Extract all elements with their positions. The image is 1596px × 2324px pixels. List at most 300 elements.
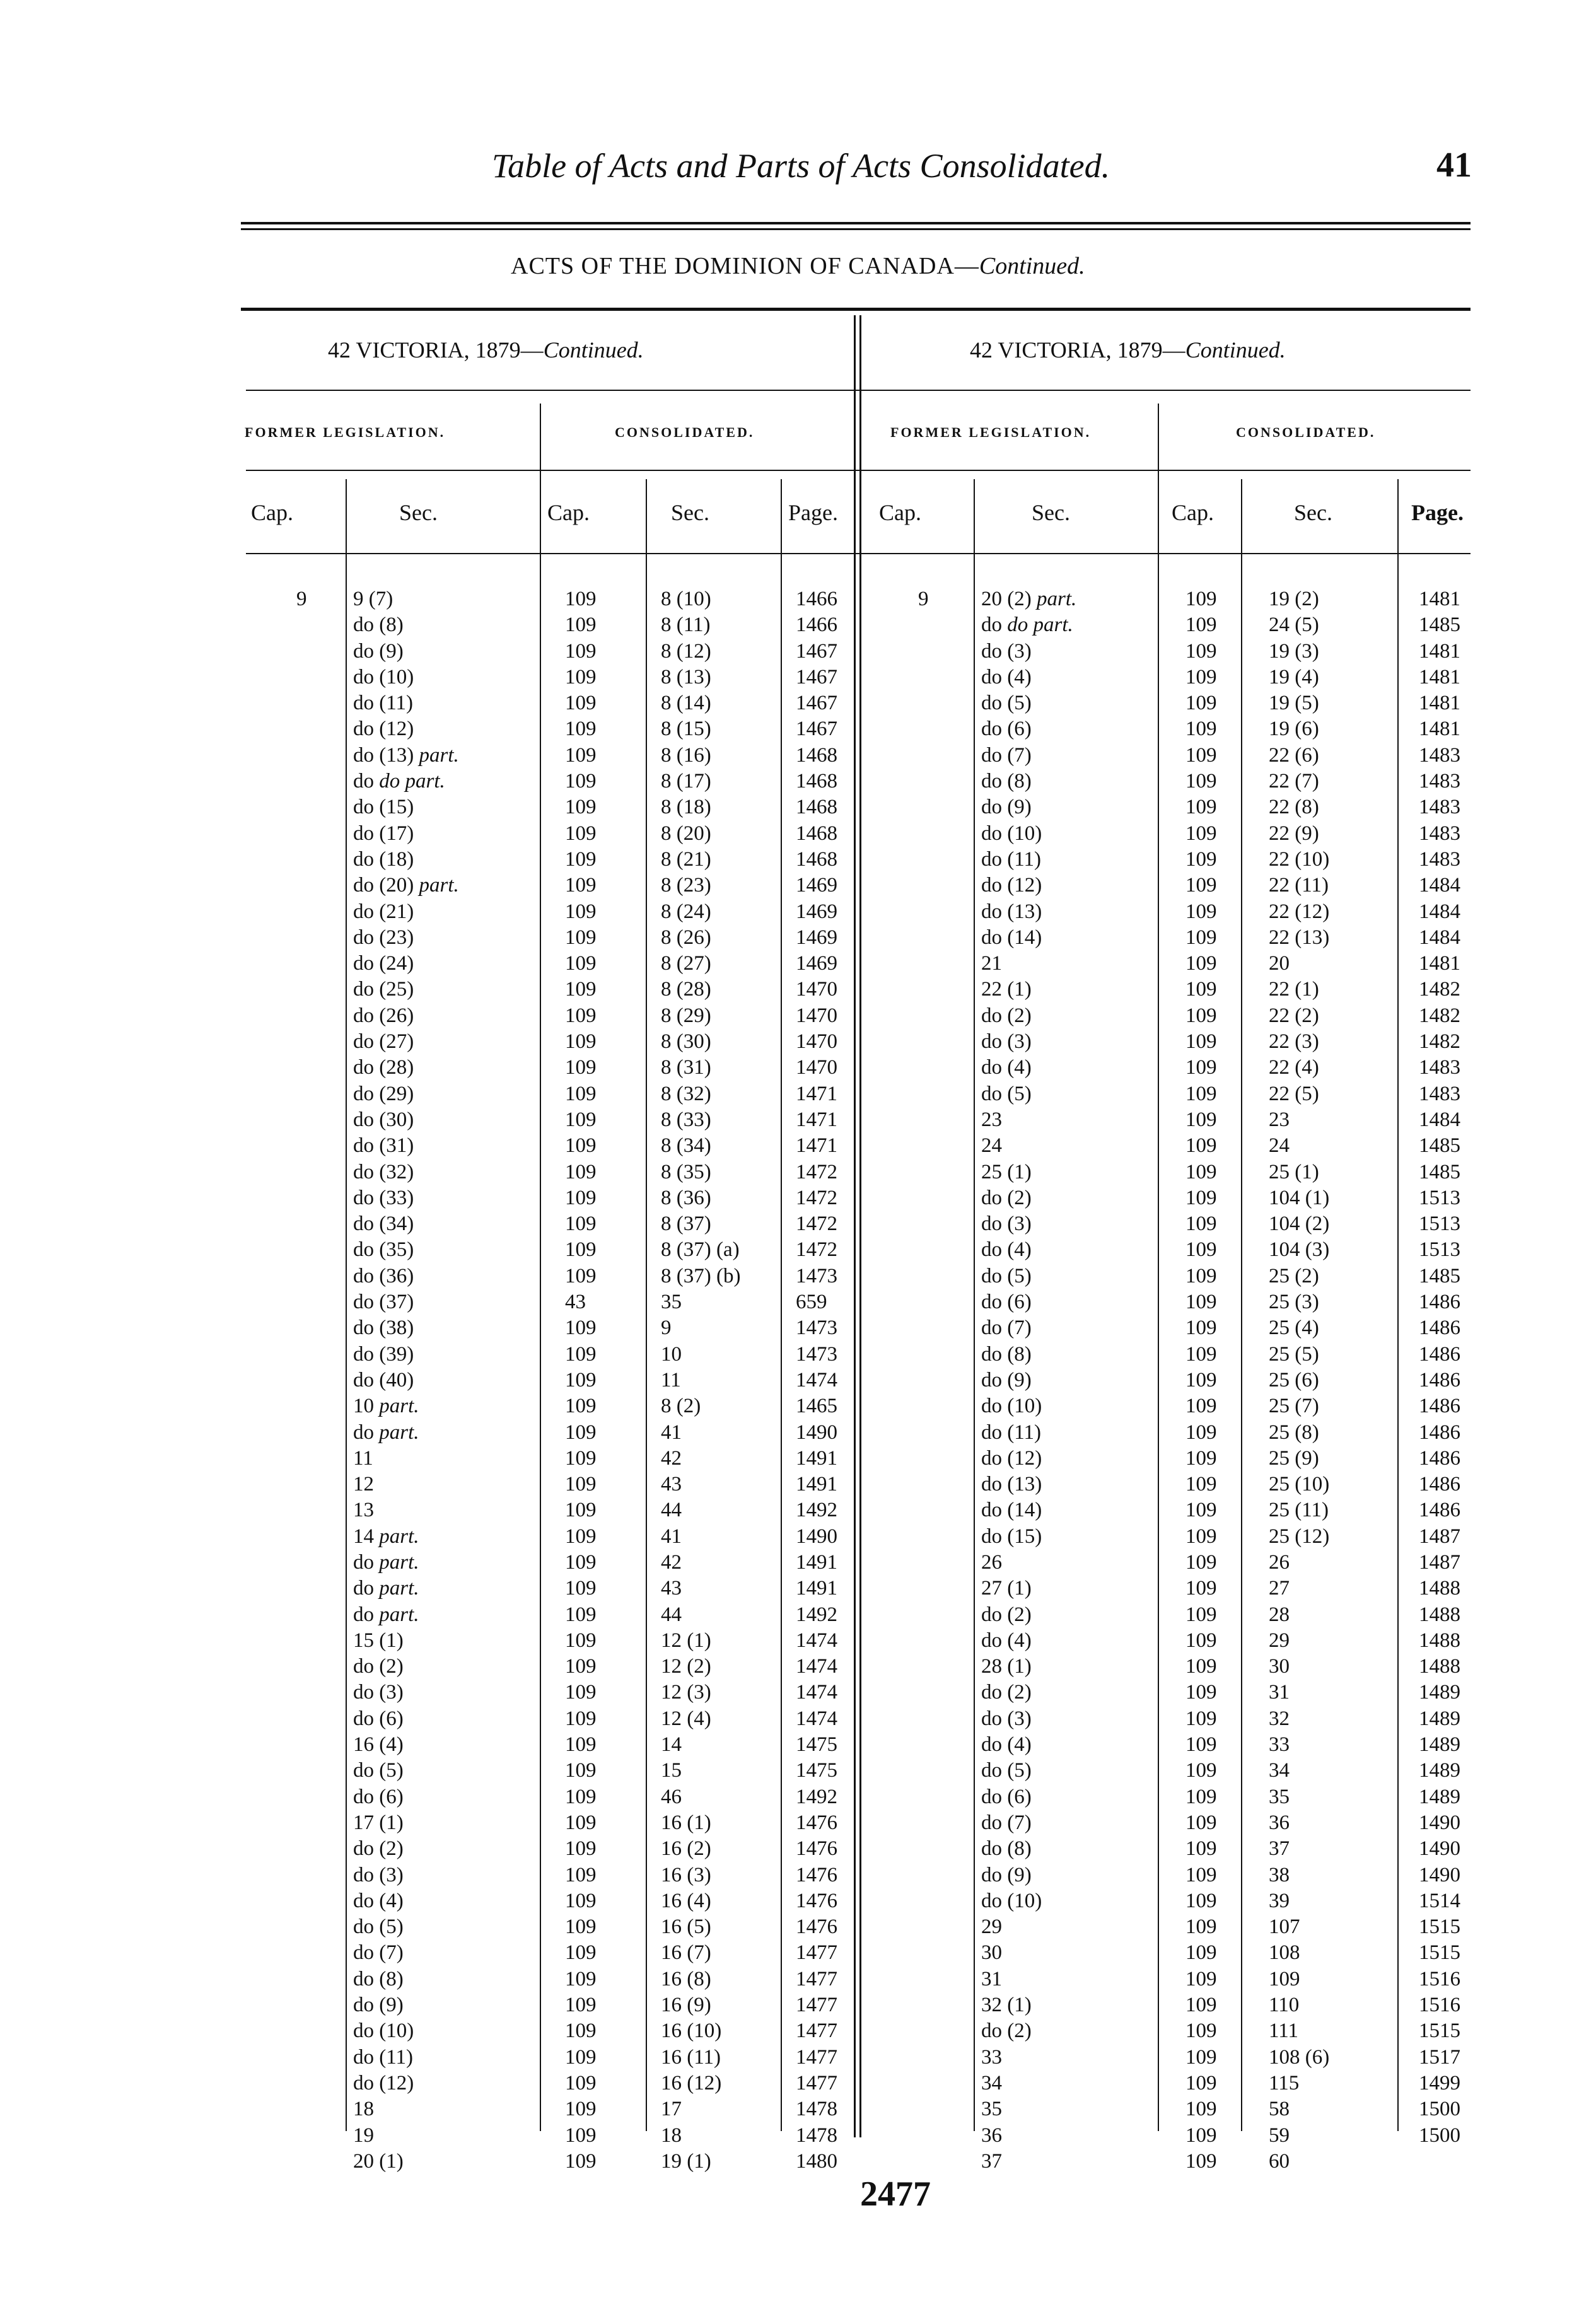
right-page-cell: 1488 xyxy=(1419,1629,1460,1652)
right-former-sec-column xyxy=(981,586,1076,2175)
left-cons-cap-cell: 109 xyxy=(565,665,597,688)
left-cons-sec-cell: 8 (36) xyxy=(661,1186,711,1209)
left-cons-cap-cell: 109 xyxy=(565,1681,597,1704)
right-cons-cap-cell: 109 xyxy=(1185,1967,1217,1990)
right-cons-cap-cell: 109 xyxy=(1185,2149,1217,2173)
left-cons-cap-cell: 109 xyxy=(565,1967,597,1990)
left-page-cell: 1473 xyxy=(796,1342,837,1366)
right-former-sec-cell: 27 (1) xyxy=(981,1577,1032,1600)
right-cons-cap-cell: 109 xyxy=(1185,1368,1217,1391)
left-page-cell: 1469 xyxy=(796,952,837,975)
right-cons-cap-cell: 109 xyxy=(1185,2071,1217,2095)
right-cons-cap-cell: 109 xyxy=(1185,1733,1217,1757)
right-cons-cap-cell: 109 xyxy=(1185,1212,1217,1236)
right-cons-cap-cell: 109 xyxy=(1185,718,1217,741)
right-former-sec-cell: do (9) xyxy=(981,1863,1032,1886)
right-cons-cap-cell: 109 xyxy=(1185,1421,1217,1444)
left-cons-sec-cell: 8 (37) (b) xyxy=(661,1264,741,1287)
right-cons-cap-cell: 109 xyxy=(1185,1707,1217,1730)
left-cons-sec-cell: 16 (8) xyxy=(661,1967,711,1990)
left-former-sec-cell: 12 xyxy=(353,1473,374,1496)
right-cons-sec-cell: 22 (1) xyxy=(1269,978,1319,1001)
right-cons-sec-cell: 108 xyxy=(1269,1941,1300,1965)
right-title-text: 42 VICTORIA, 1879— xyxy=(970,337,1185,363)
right-cons-sec-cell: 58 xyxy=(1269,2098,1290,2121)
left-cons-sec-cell: 8 (29) xyxy=(661,1004,711,1027)
right-cons-cap-cell: 109 xyxy=(1185,1446,1217,1470)
right-former-sec-cell: do (2) xyxy=(981,2019,1032,2043)
right-cons-sec-cell: 25 (6) xyxy=(1269,1368,1319,1391)
left-cons-sec-cell: 17 xyxy=(661,2098,682,2121)
left-page-cell: 1467 xyxy=(796,665,837,688)
left-cons-sec-cell: 41 xyxy=(661,1525,682,1548)
left-cons-cap-cell: 109 xyxy=(565,2124,597,2147)
left-cons-cap-cell: 109 xyxy=(565,1082,597,1105)
right-former-sec-cell: do (7) xyxy=(981,743,1032,767)
vrule-r4 xyxy=(1397,479,1399,2131)
right-cons-sec-cell: 22 (11) xyxy=(1269,874,1329,897)
left-cons-cap-cell: 109 xyxy=(565,1837,597,1861)
left-cons-cap-cell: 109 xyxy=(565,1446,597,1470)
left-cons-cap-cell: 109 xyxy=(565,900,597,923)
right-former-sec-cell: 29 xyxy=(981,1915,1002,1939)
right-cons-sec-cell: 20 xyxy=(1269,952,1290,975)
right-page-cell: 1517 xyxy=(1419,2045,1460,2069)
right-cons-cap-cell: 109 xyxy=(1185,874,1217,897)
left-former-sec-cell: do (33) xyxy=(353,1186,414,1209)
left-page-cell: 1491 xyxy=(796,1577,837,1600)
right-former-sec-cell: do (2) xyxy=(981,1186,1032,1209)
right-cons-sec-cell: 34 xyxy=(1269,1759,1290,1782)
right-page-cell: 1486 xyxy=(1419,1395,1460,1418)
left-former-sec-cell: 9 (7) xyxy=(353,588,393,610)
footer-page-number: 2477 xyxy=(860,2175,931,2214)
left-page-cell: 1472 xyxy=(796,1238,837,1262)
right-cons-sec-cell: 25 (4) xyxy=(1269,1316,1319,1340)
right-former-sec-cell: 36 xyxy=(981,2124,1002,2147)
right-cons-cap-cell: 109 xyxy=(1185,796,1217,819)
left-cons-cap-cell: 109 xyxy=(565,1212,597,1236)
right-page-cell: 1515 xyxy=(1419,1941,1460,1965)
right-cons-sec-cell: 111 xyxy=(1269,2019,1299,2043)
right-cons-cap-cell: 109 xyxy=(1185,639,1217,663)
right-former-sec-cell: do (8) xyxy=(981,770,1032,793)
left-page-cell: 1475 xyxy=(796,1733,837,1757)
left-page-cell: 1472 xyxy=(796,1160,837,1183)
right-former-sec-cell: do do part. xyxy=(981,613,1073,637)
left-page-cell: 1477 xyxy=(796,1967,837,1990)
left-cons-sec-cell: 16 (9) xyxy=(661,1994,711,2017)
left-former-sec-cell: 14 part. xyxy=(353,1525,419,1548)
right-cons-cap-cell: 109 xyxy=(1185,1603,1217,1626)
right-cons-sec-cell: 25 (2) xyxy=(1269,1264,1319,1287)
double-rule-top xyxy=(241,222,1471,224)
right-cons-cap-cell: 109 xyxy=(1185,1030,1217,1054)
left-cons-sec-cell: 8 (20) xyxy=(661,822,711,845)
table-top-rule xyxy=(241,308,1471,311)
left-page-cell: 1476 xyxy=(796,1863,837,1886)
left-former-sec-cell: do (2) xyxy=(353,1655,404,1678)
right-cons-sec-cell: 25 (9) xyxy=(1269,1446,1319,1470)
right-cons-cap-cell: 109 xyxy=(1185,1473,1217,1496)
right-former-sec-cell: do (5) xyxy=(981,692,1032,715)
right-cons-sec-cell: 33 xyxy=(1269,1733,1290,1757)
left-cons-cap-cell: 109 xyxy=(565,1603,597,1626)
right-cons-sec-cell: 24 (5) xyxy=(1269,613,1319,637)
left-cons-cap-column xyxy=(565,586,597,2175)
left-page-cell: 1474 xyxy=(796,1681,837,1704)
left-former-sec-cell: do (10) xyxy=(353,2019,414,2043)
right-page-cell: 1514 xyxy=(1419,1889,1460,1912)
left-former-sec-column xyxy=(353,586,459,2175)
right-cons-sec-cell: 19 (5) xyxy=(1269,692,1319,715)
right-cons-sec-cell: 25 (5) xyxy=(1269,1342,1319,1366)
left-title-text: 42 VICTORIA, 1879— xyxy=(328,337,544,363)
right-cons-sec-cell: 25 (1) xyxy=(1269,1160,1319,1183)
left-former-sec-cell: 10 part. xyxy=(353,1395,419,1418)
right-former-sec-cell: 31 xyxy=(981,1967,1002,1990)
left-col-cons-cap: Cap. xyxy=(547,500,590,525)
left-cons-sec-cell: 8 (30) xyxy=(661,1030,711,1054)
right-cons-sec-cell: 25 (10) xyxy=(1269,1473,1330,1496)
left-cons-cap-cell: 109 xyxy=(565,1733,597,1757)
left-former-sec-cell: do do part. xyxy=(353,770,445,793)
right-page-cell: 1486 xyxy=(1419,1473,1460,1496)
right-cons-cap-cell: 109 xyxy=(1185,1056,1217,1079)
vrule-center-a xyxy=(854,315,856,2137)
left-cons-cap-cell: 109 xyxy=(565,1134,597,1158)
right-page-cell: 1515 xyxy=(1419,2019,1460,2043)
left-cons-cap-cell: 109 xyxy=(565,1655,597,1678)
right-cons-sec-cell: 22 (5) xyxy=(1269,1082,1319,1105)
page-number: 41 xyxy=(1436,146,1472,185)
left-former-sec-cell: 15 (1) xyxy=(353,1629,404,1652)
left-cons-cap-cell: 109 xyxy=(565,1629,597,1652)
right-cons-sec-cell: 25 (11) xyxy=(1269,1499,1329,1522)
right-cons-cap-cell: 109 xyxy=(1185,1160,1217,1183)
right-page-cell: 1489 xyxy=(1419,1759,1460,1782)
left-former-sec-cell: do (17) xyxy=(353,822,414,845)
right-former-sec-cell: do (4) xyxy=(981,1629,1032,1652)
right-former-sec-cell: 32 (1) xyxy=(981,1994,1032,2017)
right-cons-sec-cell: 19 (3) xyxy=(1269,639,1319,663)
left-cons-sec-cell: 16 (2) xyxy=(661,1837,711,1861)
right-cons-sec-cell: 104 (3) xyxy=(1269,1238,1330,1262)
left-cons-sec-cell: 19 (1) xyxy=(661,2149,711,2173)
right-cons-cap-cell: 109 xyxy=(1185,1004,1217,1027)
left-cons-sec-cell: 12 (1) xyxy=(661,1629,711,1652)
right-cons-cap-cell: 109 xyxy=(1185,1655,1217,1678)
right-former-sec-cell: do (12) xyxy=(981,874,1042,897)
right-cons-sec-cell: 22 (8) xyxy=(1269,796,1319,819)
right-cons-sec-cell: 19 (6) xyxy=(1269,718,1319,741)
left-page-cell: 1465 xyxy=(796,1395,837,1418)
right-cons-sec-cell: 37 xyxy=(1269,1837,1290,1861)
right-page-cell: 1481 xyxy=(1419,692,1460,715)
right-block-title xyxy=(970,337,1286,363)
left-cons-cap-cell: 109 xyxy=(565,2071,597,2095)
right-cons-sec-cell: 104 (1) xyxy=(1269,1186,1330,1209)
left-cons-cap-cell: 109 xyxy=(565,1863,597,1886)
left-cons-cap-cell: 109 xyxy=(565,1499,597,1522)
right-page-cell: 1500 xyxy=(1419,2098,1460,2121)
left-cons-sec-cell: 42 xyxy=(661,1550,682,1574)
right-cons-sec-cell: 22 (4) xyxy=(1269,1056,1319,1079)
right-former-sec-cell: 20 (2) part. xyxy=(981,588,1077,610)
right-page-cell: 1482 xyxy=(1419,1030,1460,1054)
right-former-sec-cell: do (7) xyxy=(981,1316,1032,1340)
right-cons-sec-cell: 115 xyxy=(1269,2071,1300,2095)
right-cons-cap-cell: 109 xyxy=(1185,1525,1217,1548)
right-cons-cap-cell: 109 xyxy=(1185,1837,1217,1861)
left-cons-sec-cell: 8 (23) xyxy=(661,874,711,897)
left-cons-sec-cell: 8 (37) xyxy=(661,1212,711,1236)
right-cons-sec-cell: 30 xyxy=(1269,1655,1290,1678)
left-cap-column xyxy=(296,586,307,612)
left-cons-cap-cell: 109 xyxy=(565,1473,597,1496)
left-former-sec-cell: do (12) xyxy=(353,718,414,741)
right-page-cell: 1481 xyxy=(1419,588,1460,610)
vrule-l3 xyxy=(646,479,647,2131)
right-cons-cap-cell: 109 xyxy=(1185,1785,1217,1808)
left-former-sec-cell: do (27) xyxy=(353,1030,414,1054)
right-cons-cap-cell: 109 xyxy=(1185,1629,1217,1652)
vrule-r3 xyxy=(1241,479,1242,2131)
right-cons-sec-cell: 19 (2) xyxy=(1269,588,1319,610)
left-cons-sec-cell: 10 xyxy=(661,1342,682,1366)
left-former-sec-cell: do (39) xyxy=(353,1342,414,1366)
right-cons-cap-cell: 109 xyxy=(1185,743,1217,767)
right-cons-cap-cell: 109 xyxy=(1185,588,1217,610)
right-former-sec-cell: do (4) xyxy=(981,1238,1032,1262)
left-page-cell: 1480 xyxy=(796,2149,837,2173)
left-former-sec-cell: do (8) xyxy=(353,1967,404,1990)
left-former-sec-cell: 13 xyxy=(353,1499,374,1522)
right-cons-cap-cell: 109 xyxy=(1185,613,1217,637)
left-page-cell: 1477 xyxy=(796,2045,837,2069)
left-cons-sec-cell: 16 (3) xyxy=(661,1863,711,1886)
right-page-cell: 1486 xyxy=(1419,1316,1460,1340)
left-page-cell: 1468 xyxy=(796,822,837,845)
left-cons-sec-cell: 41 xyxy=(661,1421,682,1444)
right-page-cell: 1486 xyxy=(1419,1291,1460,1314)
right-page-cell: 1489 xyxy=(1419,1785,1460,1808)
left-cons-cap-cell: 109 xyxy=(565,1238,597,1262)
right-page-cell: 1485 xyxy=(1419,1134,1460,1158)
left-cons-cap-cell: 109 xyxy=(565,1915,597,1939)
right-cons-cap-cell: 109 xyxy=(1185,2124,1217,2147)
right-cons-cap-cell: 109 xyxy=(1185,2019,1217,2043)
left-cons-cap-cell: 109 xyxy=(565,718,597,741)
left-cons-sec-cell: 15 xyxy=(661,1759,682,1782)
right-cons-sec-cell: 22 (2) xyxy=(1269,1004,1319,1027)
left-page-cell: 1477 xyxy=(796,1941,837,1965)
left-page-cell: 659 xyxy=(796,1291,827,1314)
right-cons-cap-cell: 109 xyxy=(1185,1889,1217,1912)
right-cons-cap-cell: 109 xyxy=(1185,1316,1217,1340)
left-former-sec-cell: do part. xyxy=(353,1421,419,1444)
left-cons-cap-cell: 109 xyxy=(565,1577,597,1600)
left-cons-sec-cell: 44 xyxy=(661,1603,682,1626)
right-cons-cap-cell: 109 xyxy=(1185,1238,1217,1262)
left-cons-cap-cell: 109 xyxy=(565,2098,597,2121)
right-former-sec-cell: do (12) xyxy=(981,1446,1042,1470)
right-former-sec-cell: do (2) xyxy=(981,1603,1032,1626)
right-former-sec-cell: 23 xyxy=(981,1108,1002,1131)
right-cons-cap-cell: 109 xyxy=(1185,1342,1217,1366)
right-former-sec-cell: do (11) xyxy=(981,847,1042,871)
right-page-cell: 1516 xyxy=(1419,1994,1460,2017)
left-former-sec-cell: do (37) xyxy=(353,1291,414,1314)
right-cons-cap-cell: 109 xyxy=(1185,1994,1217,2017)
left-former-sec-cell: do (25) xyxy=(353,978,414,1001)
right-cons-sec-cell: 107 xyxy=(1269,1915,1300,1939)
right-former-sec-cell: do (10) xyxy=(981,1889,1042,1912)
right-cons-cap-cell: 109 xyxy=(1185,2045,1217,2069)
left-former-sec-cell: do (6) xyxy=(353,1785,404,1808)
right-former-sec-cell: 37 xyxy=(981,2149,1002,2173)
right-cons-cap-column xyxy=(1185,586,1217,2175)
left-cons-cap-cell: 109 xyxy=(565,1368,597,1391)
left-cons-cap-cell: 109 xyxy=(565,1004,597,1027)
right-cons-sec-cell: 22 (13) xyxy=(1269,926,1330,949)
right-page-cell: 1489 xyxy=(1419,1733,1460,1757)
right-cons-sec-cell: 22 (12) xyxy=(1269,900,1330,923)
right-page-column xyxy=(1419,586,1460,2149)
right-cons-sec-cell: 22 (3) xyxy=(1269,1030,1319,1054)
left-former-sec-cell: do (20) part. xyxy=(353,874,459,897)
right-former-sec-cell: 24 xyxy=(981,1134,1002,1158)
right-consolidated: CONSOLIDATED. xyxy=(1236,424,1376,440)
right-cons-cap-cell: 109 xyxy=(1185,1186,1217,1209)
right-page-cell: 1488 xyxy=(1419,1655,1460,1678)
left-page-cell: 1471 xyxy=(796,1134,837,1158)
left-page-cell: 1491 xyxy=(796,1550,837,1574)
right-cons-sec-cell: 27 xyxy=(1269,1577,1290,1600)
left-cons-sec-cell: 16 (1) xyxy=(661,1811,711,1834)
left-cons-sec-cell: 8 (31) xyxy=(661,1056,711,1079)
left-page-cell: 1478 xyxy=(796,2124,837,2147)
left-cons-sec-cell: 43 xyxy=(661,1577,682,1600)
left-cons-cap-cell: 109 xyxy=(565,1811,597,1834)
right-cons-cap-cell: 109 xyxy=(1185,1759,1217,1782)
left-former-sec-cell: do (7) xyxy=(353,1941,404,1965)
right-former-legislation: FORMER LEGISLATION. xyxy=(890,424,1092,440)
right-cons-sec-cell: 109 xyxy=(1269,1967,1300,1990)
left-former-sec-cell: do (12) xyxy=(353,2071,414,2095)
right-cons-sec-cell: 36 xyxy=(1269,1811,1290,1834)
left-page-cell: 1474 xyxy=(796,1368,837,1391)
right-page-cell: 1487 xyxy=(1419,1525,1460,1548)
left-cons-cap-cell: 109 xyxy=(565,1941,597,1965)
left-former-sec-cell: do (31) xyxy=(353,1134,414,1158)
right-former-sec-cell: do (4) xyxy=(981,665,1032,688)
left-consolidated: CONSOLIDATED. xyxy=(615,424,755,440)
right-page-cell: 1483 xyxy=(1419,743,1460,767)
left-page-cell: 1472 xyxy=(796,1186,837,1209)
vrule-r2 xyxy=(1158,404,1159,2131)
left-cons-sec-cell: 16 (10) xyxy=(661,2019,722,2043)
left-page-cell: 1478 xyxy=(796,2098,837,2121)
left-block-title xyxy=(328,337,644,363)
left-former-sec-cell: 20 (1) xyxy=(353,2149,404,2173)
left-cons-sec-cell: 8 (14) xyxy=(661,692,711,715)
left-former-sec-cell: do part. xyxy=(353,1577,419,1600)
left-cons-cap-cell: 109 xyxy=(565,639,597,663)
right-cons-sec-cell: 29 xyxy=(1269,1629,1290,1652)
left-col-sec: Sec. xyxy=(399,500,438,525)
left-page-cell: 1492 xyxy=(796,1603,837,1626)
left-cons-cap-cell: 109 xyxy=(565,2045,597,2069)
left-cons-cap-cell: 109 xyxy=(565,847,597,871)
left-former-sec-cell: do (3) xyxy=(353,1863,404,1886)
left-former-sec-cell: 19 xyxy=(353,2124,374,2147)
left-cons-sec-cell: 8 (24) xyxy=(661,900,711,923)
left-former-sec-cell: do (10) xyxy=(353,665,414,688)
page-title: Table of Acts and Parts of Acts Consolidated. xyxy=(492,147,1110,185)
left-former-sec-cell: do (15) xyxy=(353,796,414,819)
right-former-sec-cell: do (11) xyxy=(981,1421,1042,1444)
right-page-cell: 1490 xyxy=(1419,1811,1460,1834)
right-page-cell: 1481 xyxy=(1419,718,1460,741)
right-page-cell: 1486 xyxy=(1419,1421,1460,1444)
right-cons-sec-cell: 31 xyxy=(1269,1681,1290,1704)
left-cons-cap-cell: 109 xyxy=(565,1108,597,1131)
left-former-sec-cell: do (40) xyxy=(353,1368,414,1391)
left-cons-cap-cell: 109 xyxy=(565,1707,597,1730)
right-cons-cap-cell: 109 xyxy=(1185,770,1217,793)
right-page-cell: 1486 xyxy=(1419,1342,1460,1366)
vrule-l2 xyxy=(540,404,541,2131)
right-cons-cap-cell: 109 xyxy=(1185,978,1217,1001)
right-cap-value: 9 xyxy=(918,588,929,610)
left-cons-sec-cell: 8 (34) xyxy=(661,1134,711,1158)
left-former-sec-cell: do (4) xyxy=(353,1889,404,1912)
right-former-sec-cell: do (5) xyxy=(981,1759,1032,1782)
right-cons-sec-cell: 59 xyxy=(1269,2124,1290,2147)
left-page-cell: 1475 xyxy=(796,1759,837,1782)
left-page-cell: 1467 xyxy=(796,692,837,715)
left-page-cell: 1492 xyxy=(796,1499,837,1522)
right-former-sec-cell: 34 xyxy=(981,2071,1002,2095)
right-former-sec-cell: 22 (1) xyxy=(981,978,1032,1001)
right-page-cell: 1516 xyxy=(1419,1967,1460,1990)
left-former-sec-cell: do (11) xyxy=(353,692,414,715)
left-former-sec-cell: do (9) xyxy=(353,1994,404,2017)
left-page-cell: 1477 xyxy=(796,1994,837,2017)
left-cons-sec-cell: 12 (2) xyxy=(661,1655,711,1678)
right-page-cell: 1490 xyxy=(1419,1837,1460,1861)
right-cons-cap-cell: 109 xyxy=(1185,1941,1217,1965)
left-cons-sec-cell: 8 (27) xyxy=(661,952,711,975)
left-cons-cap-cell: 109 xyxy=(565,1264,597,1287)
left-cons-sec-cell: 35 xyxy=(661,1291,682,1314)
right-col-cons-cap: Cap. xyxy=(1172,500,1214,525)
left-cons-sec-cell: 8 (11) xyxy=(661,613,711,637)
left-col-page: Page. xyxy=(788,500,838,525)
right-page-cell: 1500 xyxy=(1419,2124,1460,2147)
left-cons-cap-cell: 109 xyxy=(565,2019,597,2043)
left-cons-sec-cell: 16 (5) xyxy=(661,1915,711,1939)
right-cons-cap-cell: 109 xyxy=(1185,692,1217,715)
left-page-cell: 1469 xyxy=(796,926,837,949)
right-cons-sec-cell: 23 xyxy=(1269,1108,1290,1131)
left-former-sec-cell: do (6) xyxy=(353,1707,404,1730)
left-cons-sec-cell: 44 xyxy=(661,1499,682,1522)
left-col-cons-sec: Sec. xyxy=(671,500,709,525)
right-cons-sec-cell: 25 (12) xyxy=(1269,1525,1330,1548)
left-page-cell: 1471 xyxy=(796,1108,837,1131)
